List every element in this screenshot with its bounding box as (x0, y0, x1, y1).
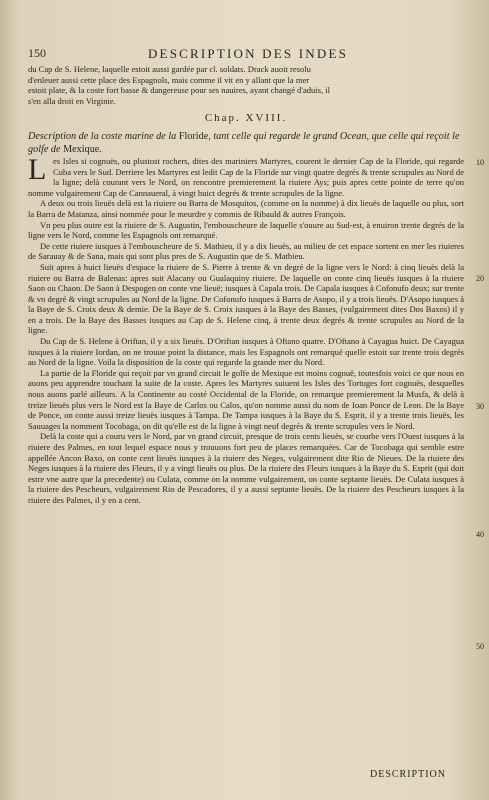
intro-line-2: d'enleuer aussi cette place des Espagnols, mais comme il vit en y allant que la mer (28, 74, 310, 85)
chapter-description (28, 130, 464, 156)
margin-number-10: 10 (476, 157, 484, 167)
paragraph-6: Du Cap de S. Helene à Oriftan, il y a six lieuës. D'Oriftan iusques à Oftano quatre. D'Oftano à Cayagua huict. De Cayagua iusques à la riuiere Iordan, on ne trouue point la distance, mais les Espagnols ont remarqué quelle estoit sur trente trois degrés au Nord de la ligne. Voila la disposition de la coste qui regarde la grande mer du Nord. (28, 336, 464, 368)
chapter-heading: Chap. XVIII. (204, 112, 288, 125)
page-body (28, 64, 484, 651)
desc-part-3: . (99, 143, 102, 155)
desc-part-2: , tant celle qui regarde le grand Ocean, que celle qui reçoit le golfe de (28, 130, 460, 155)
intro-line-1: du Cap de S. Helene, laquelle estoit aussi gardée par cl. soldats. Drack auoit resolu (28, 64, 311, 74)
paragraph-7: La partie de la Floride qui reçoit par vn grand circuit le golfe de Mexique est moins cognuë, toutesfois voici ce que nous en auons peu apprendre touchant la suite de la coste. Apres les Martyres suiuent les Isles des Tortuges fort cognuës, desquelles nous auons parlé ailleurs. A la Continente au costé Occidental de la Floride, on remarque premierement la Musfa, & delà à treize lieuës plus vers le Nord est la Baye de Carlos ou Calos, qu'on nomme aussi du nom de Ioan Ponce de Leon. De la Baye de Ponce, on conte aussi treize lieuës iusques à Tampa. De Tampa iusques à la Baye du S. Esprit, il y a trente trois lieuës, les Sauuages la nomment Tocobaga, on dit qu'elle est de la ligne à vingt neuf degrés & trente scrupules vers le Nord. (28, 367, 464, 431)
paragraph-1-text: es Isles si cognuës, ou plustost rochers, dites des mariniers Martyres, courent le dernier Cap de la Floride, qui regarde Cuba vers le Sud. Derriere les Martyres est ledit Cap de la Floride sur vingt quatre degrés & trente scrupules au Nord de la ligne; delà courant vers le Nord, on rencontre premierement la riuiere Ays; puis apres cette pointe de terre qu'on nomme vulgairement Cap de Cannaueral, à vingt huict degrés & trente scrupules de la ligne. (28, 155, 464, 198)
paragraph-1 (28, 152, 464, 198)
paragraph-2: A deux ou trois lieuës delà est la riuiere ou Barra de Mosquitos, (comme on la nomme) à dix lieuës de laquelle ou plus, sort la Barra de Matanza, ainsi nommée pour le meurdre y commis de Ribauld & autres François. (28, 198, 464, 219)
intro-line-3: estoit plate, & la coste fort basse & dangereuse pour ses nauires, ayant changé d'aduis, il (28, 85, 331, 96)
running-header (28, 46, 468, 62)
margin-number-30: 30 (476, 401, 484, 411)
page-number: 150 (28, 46, 46, 60)
margin-number-40: 40 (476, 529, 484, 539)
paragraph-8: Delà la coste qui a couru vers le Nord, par vn grand circuit, presque de trois cents lieuës, se courbe vers l'Ouest iusques à la riuiere des Palmes, en tout lequel espace nous y trouuons fort peu de places remarquées. Car de Tocobaga qui semble estre appellée Ancon Baxo, on conte cent lieuës iusques à la riuiere des Neges, vulgairement dite Rio de Nieues. De la riuiere des Neges iusques à la riuiere des Fleurs, il y a vingt lieuës ou plus. De la riuiere des Fleurs iusques à la Baye du S. Esprit (qui doit estre vne autre que la precedente) ou Culata, comme on la nomme vulgairement, on conte septante lieuës. De Culata iusques à la riuiere des Pescheurs, vulgairement Rio de Pescadores, il y a aussi septante lieuës. De la riuiere des Pescheurs iusques à la riuiere des Palmes, il y en a cent. (28, 431, 464, 505)
margin-number-50: 50 (476, 641, 484, 651)
paragraph-3: Vn peu plus outre est la riuiere de S. Augustin, l'embouscheure de laquelle s'ouure au Sud-est, à enuiron trente degrés de la ligne vers le Nord, comme les Espagnols ont remarqué. (28, 219, 464, 241)
catchword: DESCRIPTION (370, 769, 447, 780)
drop-cap: L (28, 152, 47, 186)
paragraph-4: De cette riuiere iusques à l'embouscheure de S. Mathieu, il y a dix lieuës, au milieu de cet espace sortent en mer les riuieres de Sarauay & de Sana, mais qui sont plus pres de S. Augustin que de S. Mathieu. (28, 240, 464, 262)
desc-part-1: Description de la coste marine de la (28, 130, 179, 142)
desc-mexique: Mexique (63, 143, 100, 155)
text-block (28, 152, 484, 651)
running-title: DESCRIPTION DES INDES (147, 46, 349, 61)
paragraph-5: Suit apres à huict lieuës d'espace la riuiere de S. Pierre à trente & vn degré de la ligne vers le Nord: à cinq lieuës delà la riuiere ou Barra de Balenas: apres suit Alacany ou Gualaquiny riuiere. De laquelle on conte cinq lieuës iusques à la riuiere Saon ou Chaon. De Saon à Despogen on conte vne lieuë; iusques à Capala trois. De Capala iusques à Cofonufo deux; sur trente & vn degré & vingt scrupules au Nord de la ligne. De Cofonufo iusques à Barra de Asopo, il y a trois lieuës. D'Asopo iusques à la Baye de S. Croix deux & demie. De la Baye de S. Croix iusques à la Baye des Basses, (vulgairement dites Dos Baxos) il y en a trois. De la Baye des Basses iusques au Cap de S. Helene cinq, à trente deux degrés & trente scrupules au Nord de la ligne. (28, 261, 464, 336)
margin-number-20: 20 (476, 273, 484, 283)
intro-line-4: s'en alla droit en Virginie. (28, 95, 116, 106)
desc-florida: Floride (178, 130, 209, 142)
